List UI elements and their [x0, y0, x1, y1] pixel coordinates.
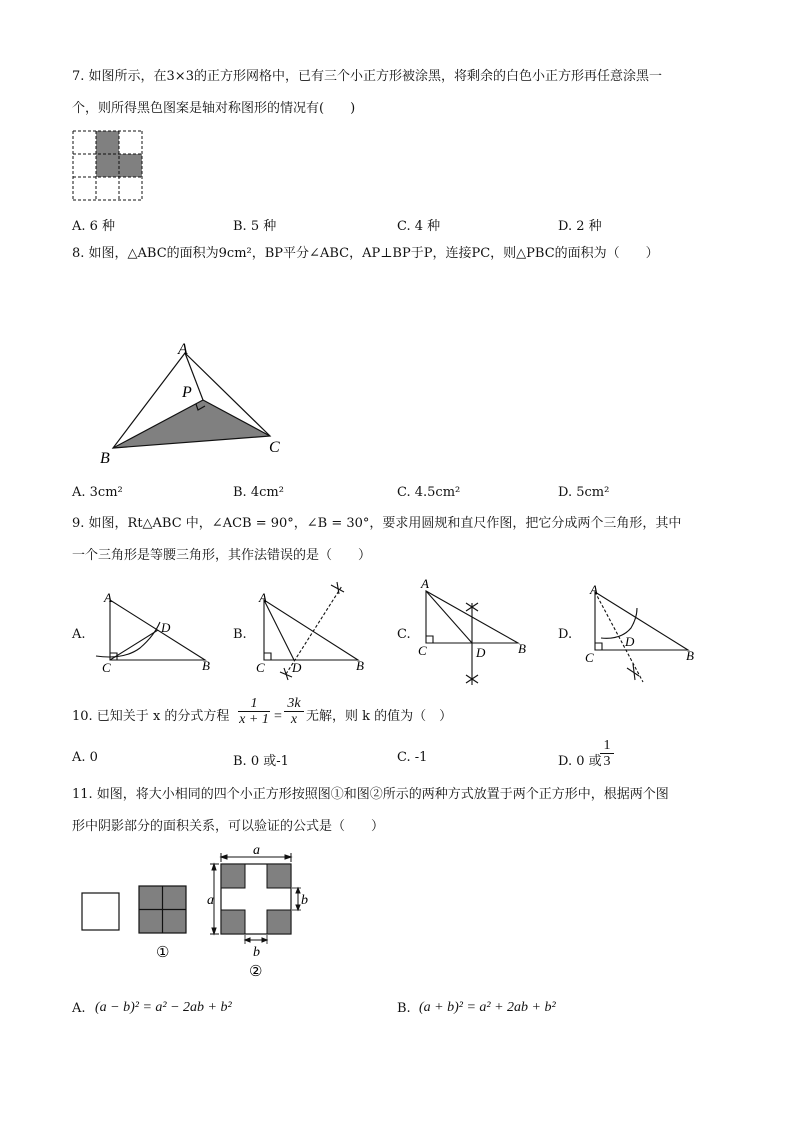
q11-text-line2: 形中阴影部分的面积关系，可以验证的公式是（ ） — [72, 819, 385, 834]
q7-option-c: C. 4 种 — [397, 219, 441, 234]
q10-option-d: D. 0 或 — [558, 754, 602, 769]
q8-option-c: C. 4.5cm² — [397, 485, 461, 500]
q7-shaded-cell — [96, 131, 119, 154]
q11-text-line1: 11. 如图，将大小相同的四个小正方形按照图①和图②所示的两种方式放置于两个正方形中，根据两个图 — [72, 787, 669, 802]
q10-option-a: A. 0 — [72, 750, 98, 765]
q10-fraction-2 — [284, 696, 304, 727]
q9-figure-b — [250, 580, 380, 680]
q9-figure-c — [412, 575, 542, 690]
q10-optd-num: 1 — [600, 738, 614, 754]
q11-fig2-label: ② — [249, 964, 263, 980]
q9b-label-a: A — [259, 590, 267, 605]
q10-frac1-num: 1 — [238, 696, 270, 712]
q7-option-b: B. 5 种 — [233, 219, 277, 234]
q10-prefix: 10. 已知关于 x 的分式方程 — [72, 709, 230, 724]
q9b-label-b: B — [356, 658, 364, 673]
q9-option-a-letter: A. — [72, 627, 86, 642]
q9d-label-b: B — [686, 648, 694, 663]
q7-shaded-cell — [96, 154, 119, 177]
q11-label-b-right: b — [301, 893, 308, 908]
q9-text-line1: 9. 如图，Rt△ABC 中，∠ACB = 90°，∠B = 30°，要求用圆规和直尺作图，把它分成两个三角形，其中 — [72, 516, 682, 531]
q10-option-c: C. -1 — [397, 750, 428, 765]
q11-fig1-label: ① — [156, 945, 170, 961]
q11-label-a-top: a — [253, 843, 260, 858]
q9-text-line2: 一个三角形是等腰三角形，其作法错误的是（ ） — [72, 548, 372, 563]
q7-grid-figure — [73, 131, 143, 201]
q10-frac2-num: 3k — [284, 696, 304, 712]
q10-frac1-den: x + 1 — [239, 712, 269, 727]
q10-frac2-den: x — [290, 712, 298, 727]
q7-option-d: D. 2 种 — [558, 219, 602, 234]
q8-option-a: A. 3cm² — [72, 485, 123, 500]
q9c-label-a: A — [421, 576, 429, 591]
q11-empty-square — [81, 892, 121, 932]
q11-option-b-letter: B. — [397, 1001, 411, 1016]
q9a-label-b: B — [202, 658, 210, 673]
q9d-label-a: A — [590, 582, 598, 597]
q9-option-d-letter: D. — [558, 627, 573, 642]
q11-option-b-formula: (a + b)² = a² + 2ab + b² — [419, 1000, 556, 1015]
q9c-label-c: C — [418, 643, 427, 658]
q9a-label-d: D — [161, 620, 171, 635]
q11-figure-2 — [205, 843, 315, 983]
q8-triangle-figure — [95, 335, 295, 465]
q9d-label-c: C — [585, 650, 594, 665]
q8-option-d: D. 5cm² — [558, 485, 610, 500]
q7-text-line2: 个，则所得黑色图案是轴对称图形的情况有( ) — [72, 101, 356, 116]
q8-label-c: C — [269, 439, 280, 456]
q11-option-a-formula: (a − b)² = a² − 2ab + b² — [95, 1000, 232, 1015]
q9a-label-a: A — [104, 590, 112, 605]
q7-text-line1: 7. 如图所示，在3×3的正方形网格中，已有三个小正方形被涂黑，将剩余的白色小正方形再任意涂黑一 — [72, 69, 662, 84]
q10-equals: = — [274, 709, 282, 724]
q9c-label-d: D — [476, 645, 486, 660]
q9-figure-d — [575, 580, 705, 685]
q7-option-a: A. 6 种 — [72, 219, 116, 234]
q9-option-b-letter: B. — [233, 627, 247, 642]
q9b-label-d: D — [292, 660, 302, 675]
q8-text: 8. 如图，△ABC的面积为9cm²，BP平分∠ABC，AP⊥BP于P，连接PC，则△PBC的面积为（ ） — [72, 246, 659, 261]
q9-option-c-letter: C. — [397, 627, 411, 642]
q11-label-a-left: a — [207, 893, 214, 908]
q9c-label-b: B — [518, 641, 526, 656]
q7-shaded-cell — [119, 154, 142, 177]
q11-label-b-bottom: b — [253, 945, 260, 960]
q9a-label-c: C — [102, 660, 111, 675]
q9d-label-d: D — [625, 634, 635, 649]
q10-fraction-1 — [238, 696, 270, 727]
q8-label-p: P — [182, 384, 192, 401]
q11-option-a-letter: A. — [72, 1001, 86, 1016]
q10-option-d-fraction — [600, 738, 614, 769]
q9-figure-a — [90, 590, 220, 675]
q9b-label-c: C — [256, 660, 265, 675]
q8-label-a: A — [178, 341, 188, 358]
q10-suffix: 无解，则 k 的值为（ ） — [306, 709, 453, 724]
q10-optd-den: 3 — [603, 754, 611, 769]
q8-label-b: B — [100, 450, 110, 467]
q11-figure-1 — [138, 885, 188, 965]
q10-option-b: B. 0 或-1 — [233, 754, 289, 769]
q8-option-b: B. 4cm² — [233, 485, 284, 500]
